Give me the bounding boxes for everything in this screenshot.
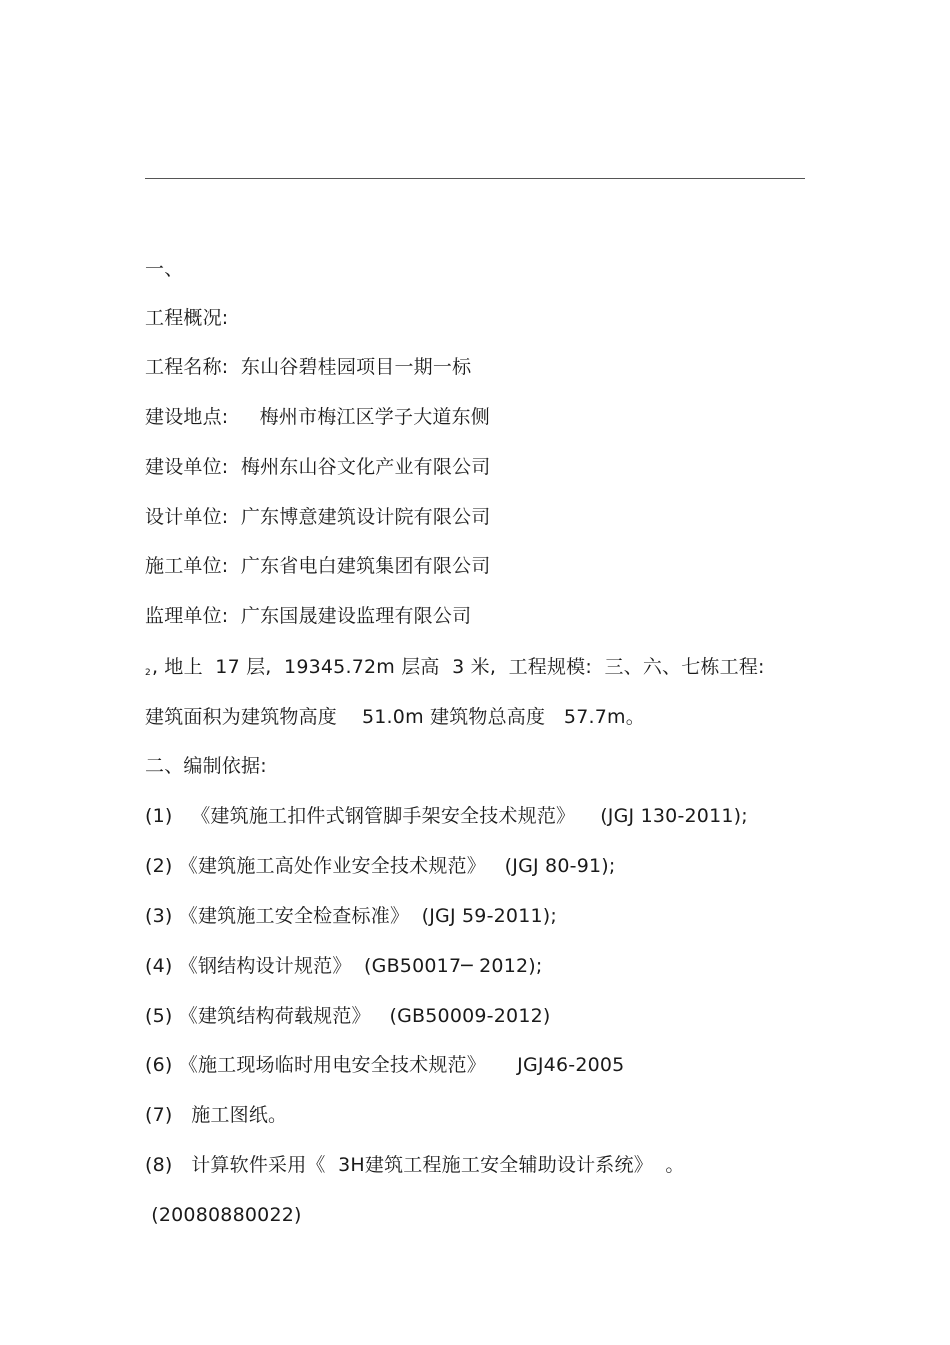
scale-line-text: , 地上 17 层, 19345.72m 层高 3 米, 工程规模: 三、六、七栋工程: [151, 656, 765, 678]
basis-item-1: (1) 《建筑施工扣件式钢管脚手架安全技术规范》 (JGJ 130-2011); [145, 805, 748, 827]
section-1-marker: 一、 [145, 258, 184, 280]
supervisor-line: 监理单位: 广东国晟建设监理有限公司 [145, 605, 472, 627]
height-line: 建筑面积为建筑物高度 51.0m 建筑物总高度 57.7m。 [145, 706, 645, 728]
scale-line [145, 655, 765, 685]
basis-item-7: (7) 施工图纸。 [145, 1104, 288, 1126]
basis-item-5: (5) 《建筑结构荷载规范》 (GB50009-2012) [145, 1005, 551, 1027]
contractor-line: 施工单位: 广东省电白建筑集团有限公司 [145, 555, 491, 577]
license-number: (20080880022) [145, 1204, 302, 1226]
header-rule [145, 178, 805, 179]
designer-line: 设计单位: 广东博意建筑设计院有限公司 [145, 506, 491, 528]
basis-item-3: (3) 《建筑施工安全检查标准》 (JGJ 59-2011); [145, 905, 558, 927]
basis-item-2: (2) 《建筑施工高处作业安全技术规范》 (JGJ 80-91); [145, 855, 616, 877]
section-1-title: 工程概况: [145, 307, 229, 329]
section-2-title: 二、编制依据: [145, 755, 267, 777]
basis-item-4: (4) 《钢结构设计规范》 (GB50017─ 2012); [145, 955, 543, 977]
owner-line: 建设单位: 梅州东山谷文化产业有限公司 [145, 456, 491, 478]
basis-item-6: (6) 《施工现场临时用电安全技术规范》 JGJ46-2005 [145, 1054, 625, 1076]
basis-item-8: (8) 计算软件采用《 3H建筑工程施工安全辅助设计系统》 。 [145, 1154, 685, 1176]
project-name-line: 工程名称: 东山谷碧桂园项目一期一标 [145, 356, 472, 378]
location-line: 建设地点: 梅州市梅江区学子大道东侧 [145, 406, 491, 428]
scale-line-superscript: 2 [145, 668, 151, 678]
